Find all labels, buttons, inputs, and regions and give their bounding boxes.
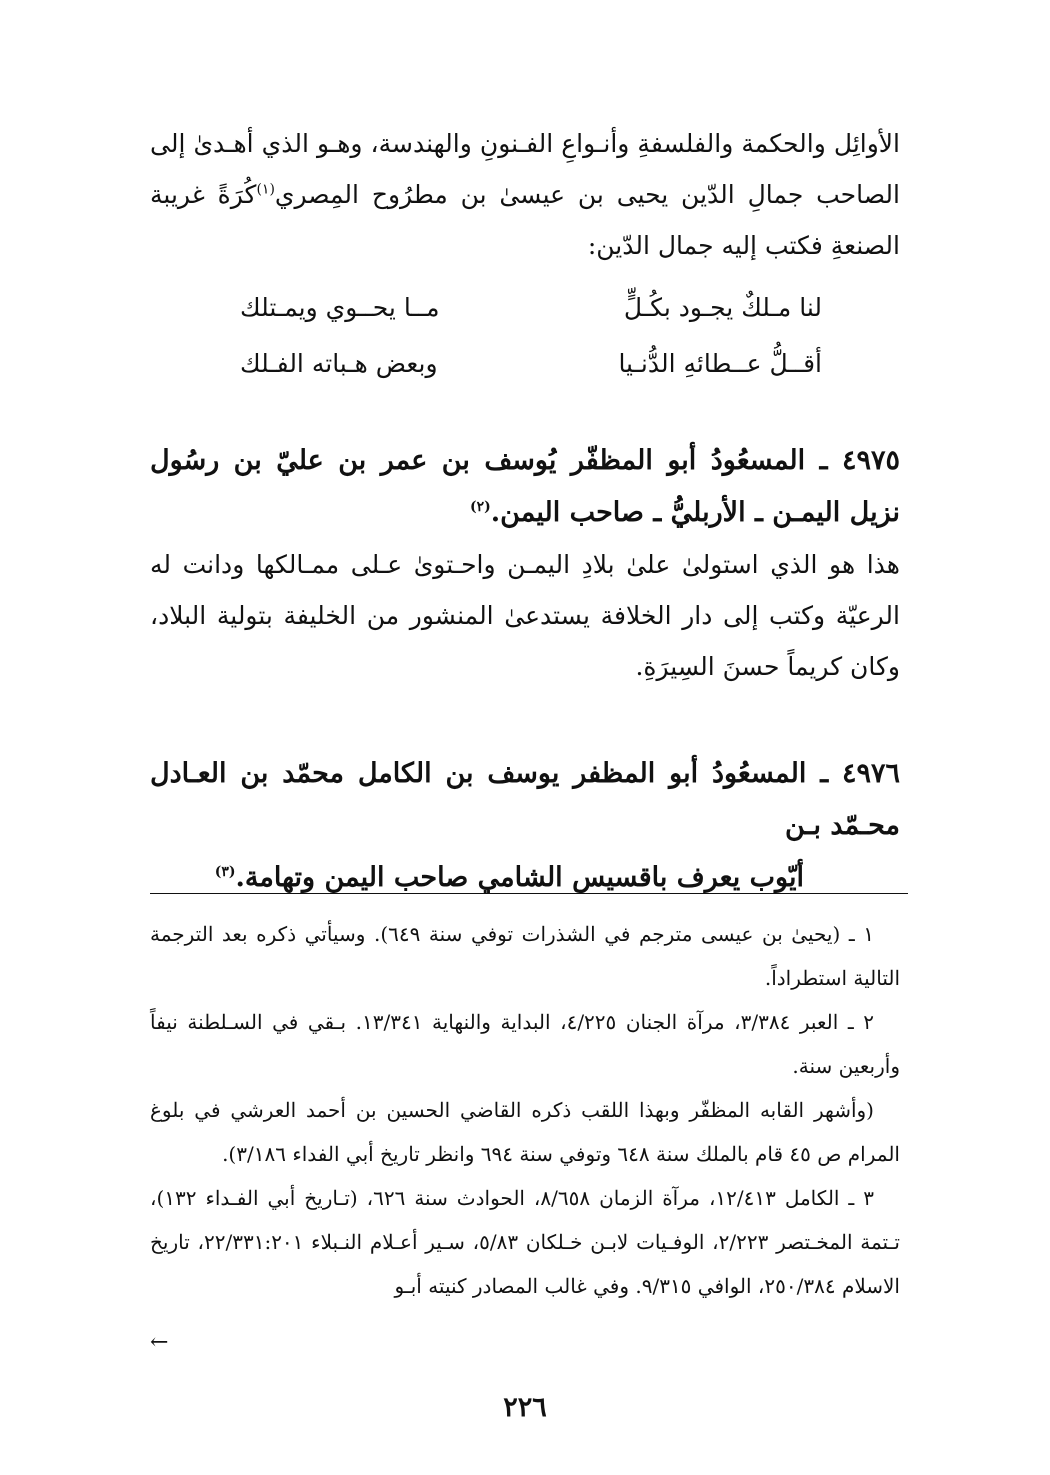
intro-paragraph bbox=[150, 118, 900, 271]
entry-heading-text: ٤٩٧٥ ـ المسعُودُ أبو المظفّر يُوسف بن عمر بن عليّ بن رسُول نزيل اليمـن ـ الأربليُّ ـ صاحب اليمن. bbox=[150, 445, 900, 528]
entry-heading-line-1: ٤٩٧٦ ـ المسعُودُ أبو المظفر يوسف بن الكامل محمّد بن العـادل محـمّد بـن bbox=[150, 758, 900, 841]
entry-4976 bbox=[150, 748, 900, 904]
verse-first-hemistich: أقــلُّ عــطائهِ الدُّنـيا bbox=[618, 348, 822, 378]
poem-verse bbox=[150, 335, 900, 391]
footnote-ref-1: (١) bbox=[256, 181, 275, 198]
entry-heading-line-2: أيّوب يعرف باقسيس الشامي صاحب اليمن وتهامة. bbox=[235, 862, 804, 893]
intro-text: الأوائِل والحكمة والفلسفةِ وأنـواعِ الفـنونِ والهندسة، وهـو الذي أهـدىٰ إلى الصاحب جمالِ الدّين يحيى بن عيسىٰ بن مطرُوح المِصري bbox=[150, 129, 900, 209]
main-text bbox=[150, 118, 900, 904]
verse-first-hemistich: لنا مـلكٌ يجـود بكُـلٍّ bbox=[623, 292, 822, 322]
entry-body: هذا هو الذي استولىٰ علىٰ بلادِ اليمـن واحـتوىٰ عـلى ممـالكها ودانت له الرعيّة وكتب إلى دار الخلافة يستدعىٰ المنشور من الخليفة بتولية البلاد، وكان كريماً حسنَ السِيرَةِ. bbox=[150, 550, 900, 681]
footnotes bbox=[150, 912, 900, 1308]
footnote-divider bbox=[150, 893, 908, 894]
verse-second-hemistich: وبعض هـباته الفـلك bbox=[240, 348, 438, 378]
footnote-2-continued: (وأشهر القابه المظفّر وبهذا اللقب ذكره القاضي الحسين بن أحمد العرشي في بلوغ المرام ص ٤٥ قام بالملك سنة ٦٤٨ وتوفي سنة ٦٩٤ وانظر تاريخ أبي الفداء ٣/١٨٦). bbox=[150, 1098, 900, 1166]
page-number: ٢٢٦ bbox=[503, 1392, 547, 1423]
intro-text-after: كُرَةً غريبة الصنعةِ فكتب إليه جمال الدّين: bbox=[150, 180, 900, 260]
footnote-ref-3: (٣) bbox=[214, 864, 236, 880]
entry-heading-line-2-wrap bbox=[150, 852, 900, 904]
footnote-2: ٢ ـ العبر ٣/٣٨٤، مرآة الجنان ٤/٢٢٥، البداية والنهاية ١٣/٣٤١. بـقي في السـلطنة نيفاً وأربعين سنة. bbox=[150, 1010, 900, 1078]
entry-heading bbox=[150, 748, 900, 904]
entry-heading bbox=[150, 435, 900, 539]
entry-4975 bbox=[150, 435, 900, 692]
continue-arrow-icon: ← bbox=[150, 1330, 169, 1355]
poem bbox=[150, 279, 900, 391]
verse-second-hemistich: مــا يحــوي ويمـتلك bbox=[240, 292, 440, 322]
footnote-ref-2: (٢) bbox=[469, 499, 491, 515]
footnote-1: ١ ـ (يحيىٰ بن عيسى مترجم في الشذرات توفي سنة ٦٤٩). وسيأتي ذكره بعد الترجمة التالية استطراداً. bbox=[150, 922, 900, 990]
poem-verse bbox=[150, 279, 900, 335]
footnote-3: ٣ ـ الكامل ١٢/٤١٣، مرآة الزمان ٨/٦٥٨، الحوادث سنة ٦٢٦، (تـاريخ أبي الفـداء ١٣٢)، تـتمة المخـتصر ٢/٢٢٣، الوفـيات لابـن خـلكان ٥/٨٣، سـير أعـلام النـبلاء ٢٢/٣٣١:٢٠١، تاريخ الاسلام ٢٥٠/٣٨٤، الوافي ٩/٣١٥. وفي غالب المصادر كنيته أبـو bbox=[150, 1186, 900, 1298]
